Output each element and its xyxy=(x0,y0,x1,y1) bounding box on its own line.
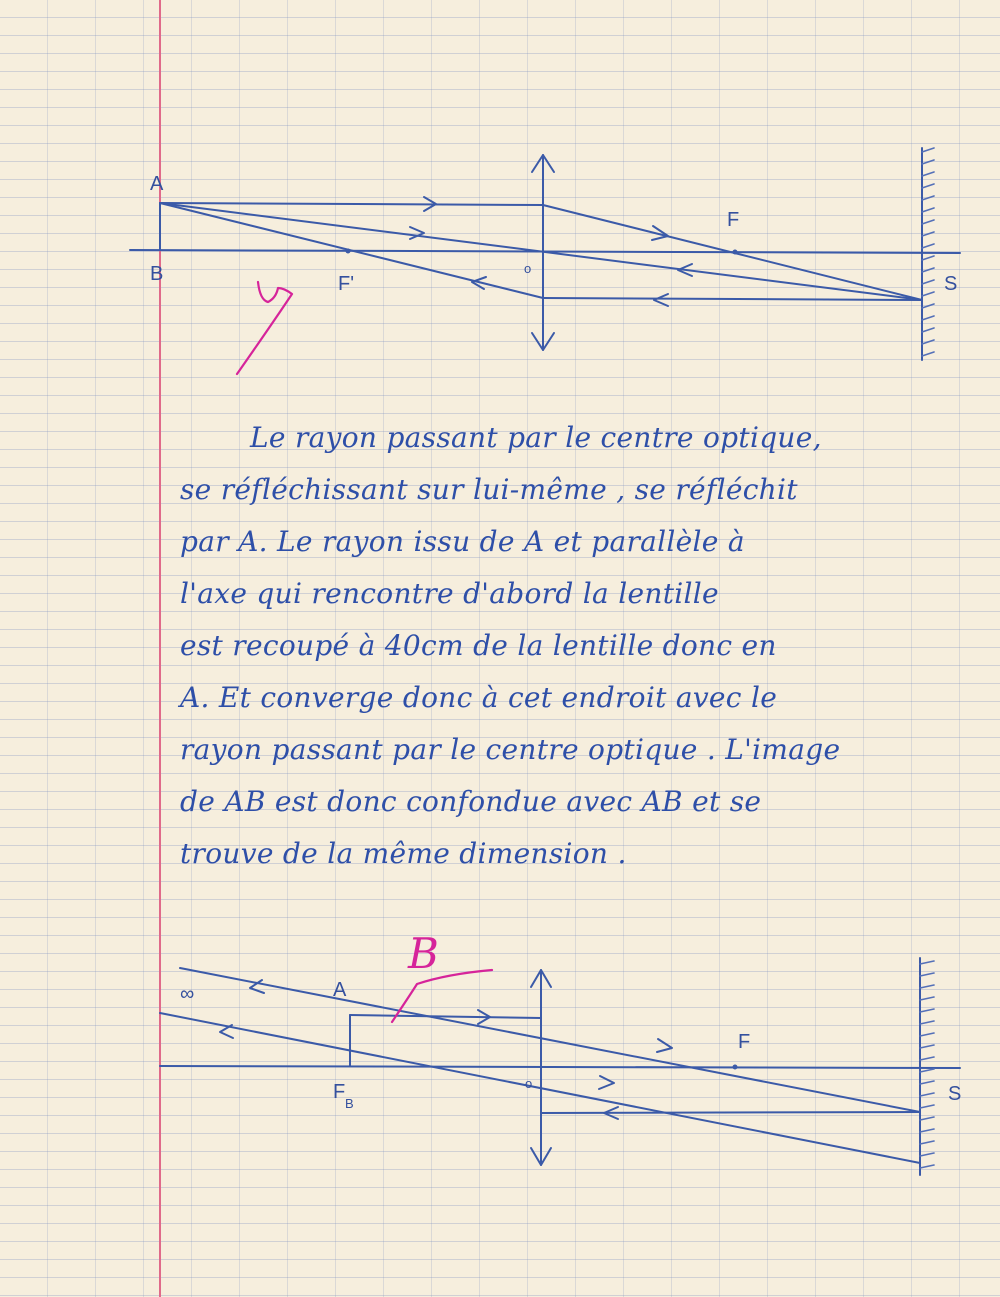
mirror-hatching xyxy=(920,961,934,1168)
focal-point-f xyxy=(733,1065,738,1070)
correction-checkmark xyxy=(392,970,492,1022)
optical-axis xyxy=(160,1066,960,1068)
label-f-b-subscript: B xyxy=(345,1096,354,1111)
text-line: trouve de la même dimension . xyxy=(180,837,627,870)
label-o: o xyxy=(524,261,532,276)
label-a: A xyxy=(150,173,164,195)
ray-arrow-icon xyxy=(599,1076,614,1089)
text-line: est recoupé à 40cm de la lentille donc en xyxy=(180,629,777,662)
text-line: l'axe qui rencontre d'abord la lentille xyxy=(180,577,719,610)
label-f-b: F xyxy=(333,1081,346,1103)
label-s: S xyxy=(948,1083,962,1105)
label-b: B xyxy=(150,263,164,285)
text-line: se réfléchissant sur lui-même , se réfléchit xyxy=(180,473,798,506)
return-parallel-ray xyxy=(541,1112,920,1113)
text-line: A. Et converge donc à cet endroit avec le xyxy=(180,681,778,714)
focal-point-f xyxy=(733,250,738,255)
label-f: F xyxy=(738,1031,751,1053)
handwritten-answer xyxy=(180,412,980,880)
label-f: F xyxy=(727,209,740,231)
label-o: o xyxy=(525,1076,533,1091)
return-parallel-ray xyxy=(543,298,922,300)
text-line: de AB est donc confondue avec AB et se xyxy=(180,785,762,818)
focal-point-f-prime xyxy=(346,249,351,254)
optics-diagram-1 xyxy=(0,140,1000,390)
label-a: A xyxy=(333,979,347,1001)
text-line: par A. Le rayon issu de A et parallèle à xyxy=(180,525,745,558)
correction-grade: B xyxy=(408,929,439,978)
label-s: S xyxy=(944,273,958,295)
ray-arrow-icon xyxy=(654,294,668,306)
parallel-ray xyxy=(160,203,543,205)
text-line: rayon passant par le centre optique . L'image xyxy=(180,733,841,766)
optics-diagram-2 xyxy=(0,920,1000,1200)
ray-arrow-icon xyxy=(657,1039,672,1052)
text-line: Le rayon passant par le centre optique, xyxy=(250,421,822,454)
parallel-ray xyxy=(350,1015,541,1018)
label-infinity: ∞ xyxy=(180,983,195,1005)
label-f-prime: F' xyxy=(338,273,355,295)
correction-checkmark xyxy=(237,282,292,374)
